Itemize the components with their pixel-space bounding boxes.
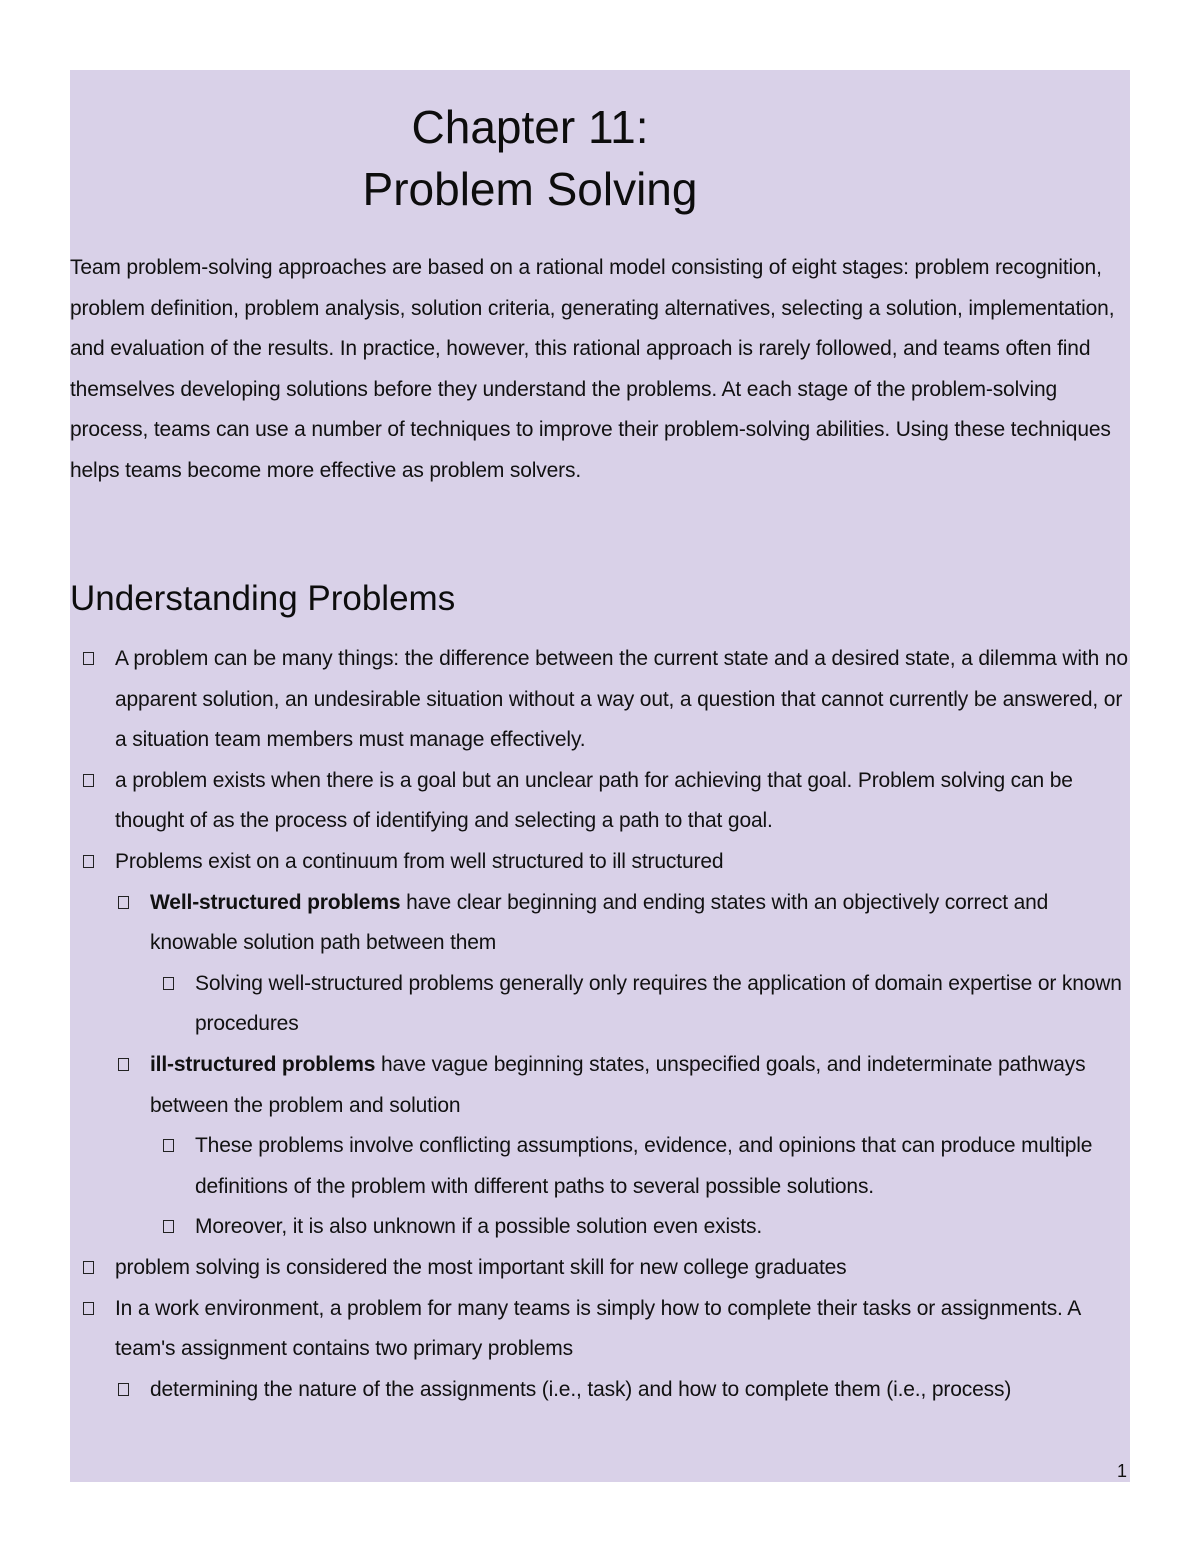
page-number: 1	[1116, 1461, 1127, 1481]
list-item	[70, 1126, 1130, 1207]
list-item	[70, 1207, 1130, 1248]
list-item	[70, 1045, 1130, 1126]
checkbox-bullet-icon	[118, 896, 129, 909]
section-heading: Understanding Problems	[70, 579, 456, 618]
list-item	[70, 1370, 1130, 1411]
list-item	[70, 639, 1130, 761]
chapter-title: Problem Solving	[362, 163, 698, 215]
list-item-text: Problems exist on a continuum from well structured to ill structured	[115, 849, 724, 873]
checkbox-bullet-icon	[83, 1302, 94, 1315]
list-item-text: Moreover, it is also unknown if a possible solution even exists.	[195, 1215, 763, 1239]
list-item-text: determining the nature of the assignments (i.e., task) and how to complete them (i.e., process)	[150, 1377, 1012, 1401]
checkbox-bullet-icon	[83, 855, 94, 868]
checkbox-bullet-icon	[83, 774, 94, 787]
list-item-text: problem solving is considered the most important skill for new college graduates	[115, 1255, 847, 1279]
list-item-text: Solving well-structured problems generally only requires the application of domain expertise or known procedures	[195, 971, 1122, 1036]
list-item	[70, 883, 1130, 964]
chapter-number: Chapter 11:	[411, 101, 649, 153]
checkbox-bullet-icon	[83, 652, 94, 665]
checkbox-bullet-icon	[163, 977, 174, 990]
list-item-text: These problems involve conflicting assumptions, evidence, and opinions that can produce multiple definitions of the problem with different paths to several possible solutions.	[195, 1134, 1093, 1198]
list-item-text: have clear beginning and ending states with an objectively correct and knowable solution path between them	[150, 890, 1049, 955]
list-item	[70, 964, 1130, 1045]
list-item-text: have vague beginning states, unspecified goals, and indeterminate pathways between the problem and solution	[150, 1052, 1086, 1117]
checkbox-bullet-icon	[118, 1383, 129, 1396]
list-item	[70, 761, 1130, 842]
list-item-bold-term: Well-structured problems	[150, 890, 401, 914]
list-item-text: a problem exists when there is a goal but an unclear path for achieving that goal. Problem solving can be thought of as the process of identifying and selecting a path to that goal.	[115, 768, 1073, 833]
list-item	[70, 1289, 1130, 1370]
list-item	[70, 842, 1130, 883]
list-item-text: In a work environment, a problem for many teams is simply how to complete their tasks or assignments. A team's assignment contains two primary problems	[115, 1296, 1080, 1361]
list-item-text: A problem can be many things: the difference between the current state and a desired state, a dilemma with no apparent solution, an undesirable situation without a way out, a question that cannot currently be answered, or a situation team members must manage effectively.	[115, 647, 1128, 752]
list-item	[70, 1248, 1130, 1289]
bullet-list	[70, 639, 1130, 1410]
checkbox-bullet-icon	[118, 1058, 129, 1071]
intro-paragraph: Team problem-solving approaches are based on a rational model consisting of eight stages: problem recognition, problem definition, problem analysis, solution criteria, generating alternatives, selecting a solution, implementation, and evaluation of the results. In practice, however, this rational approach is rarely followed, and teams often find themselves developing solutions before they understand the problems. At each stage of the problem-solving process, teams can use a number of techniques to improve their problem-solving abilities. Using these techniques helps teams become more effective as problem solvers.	[70, 256, 1115, 482]
checkbox-bullet-icon	[83, 1261, 94, 1274]
checkbox-bullet-icon	[163, 1220, 174, 1233]
list-item-bold-term: ill-structured problems	[150, 1052, 376, 1076]
checkbox-bullet-icon	[163, 1139, 174, 1152]
